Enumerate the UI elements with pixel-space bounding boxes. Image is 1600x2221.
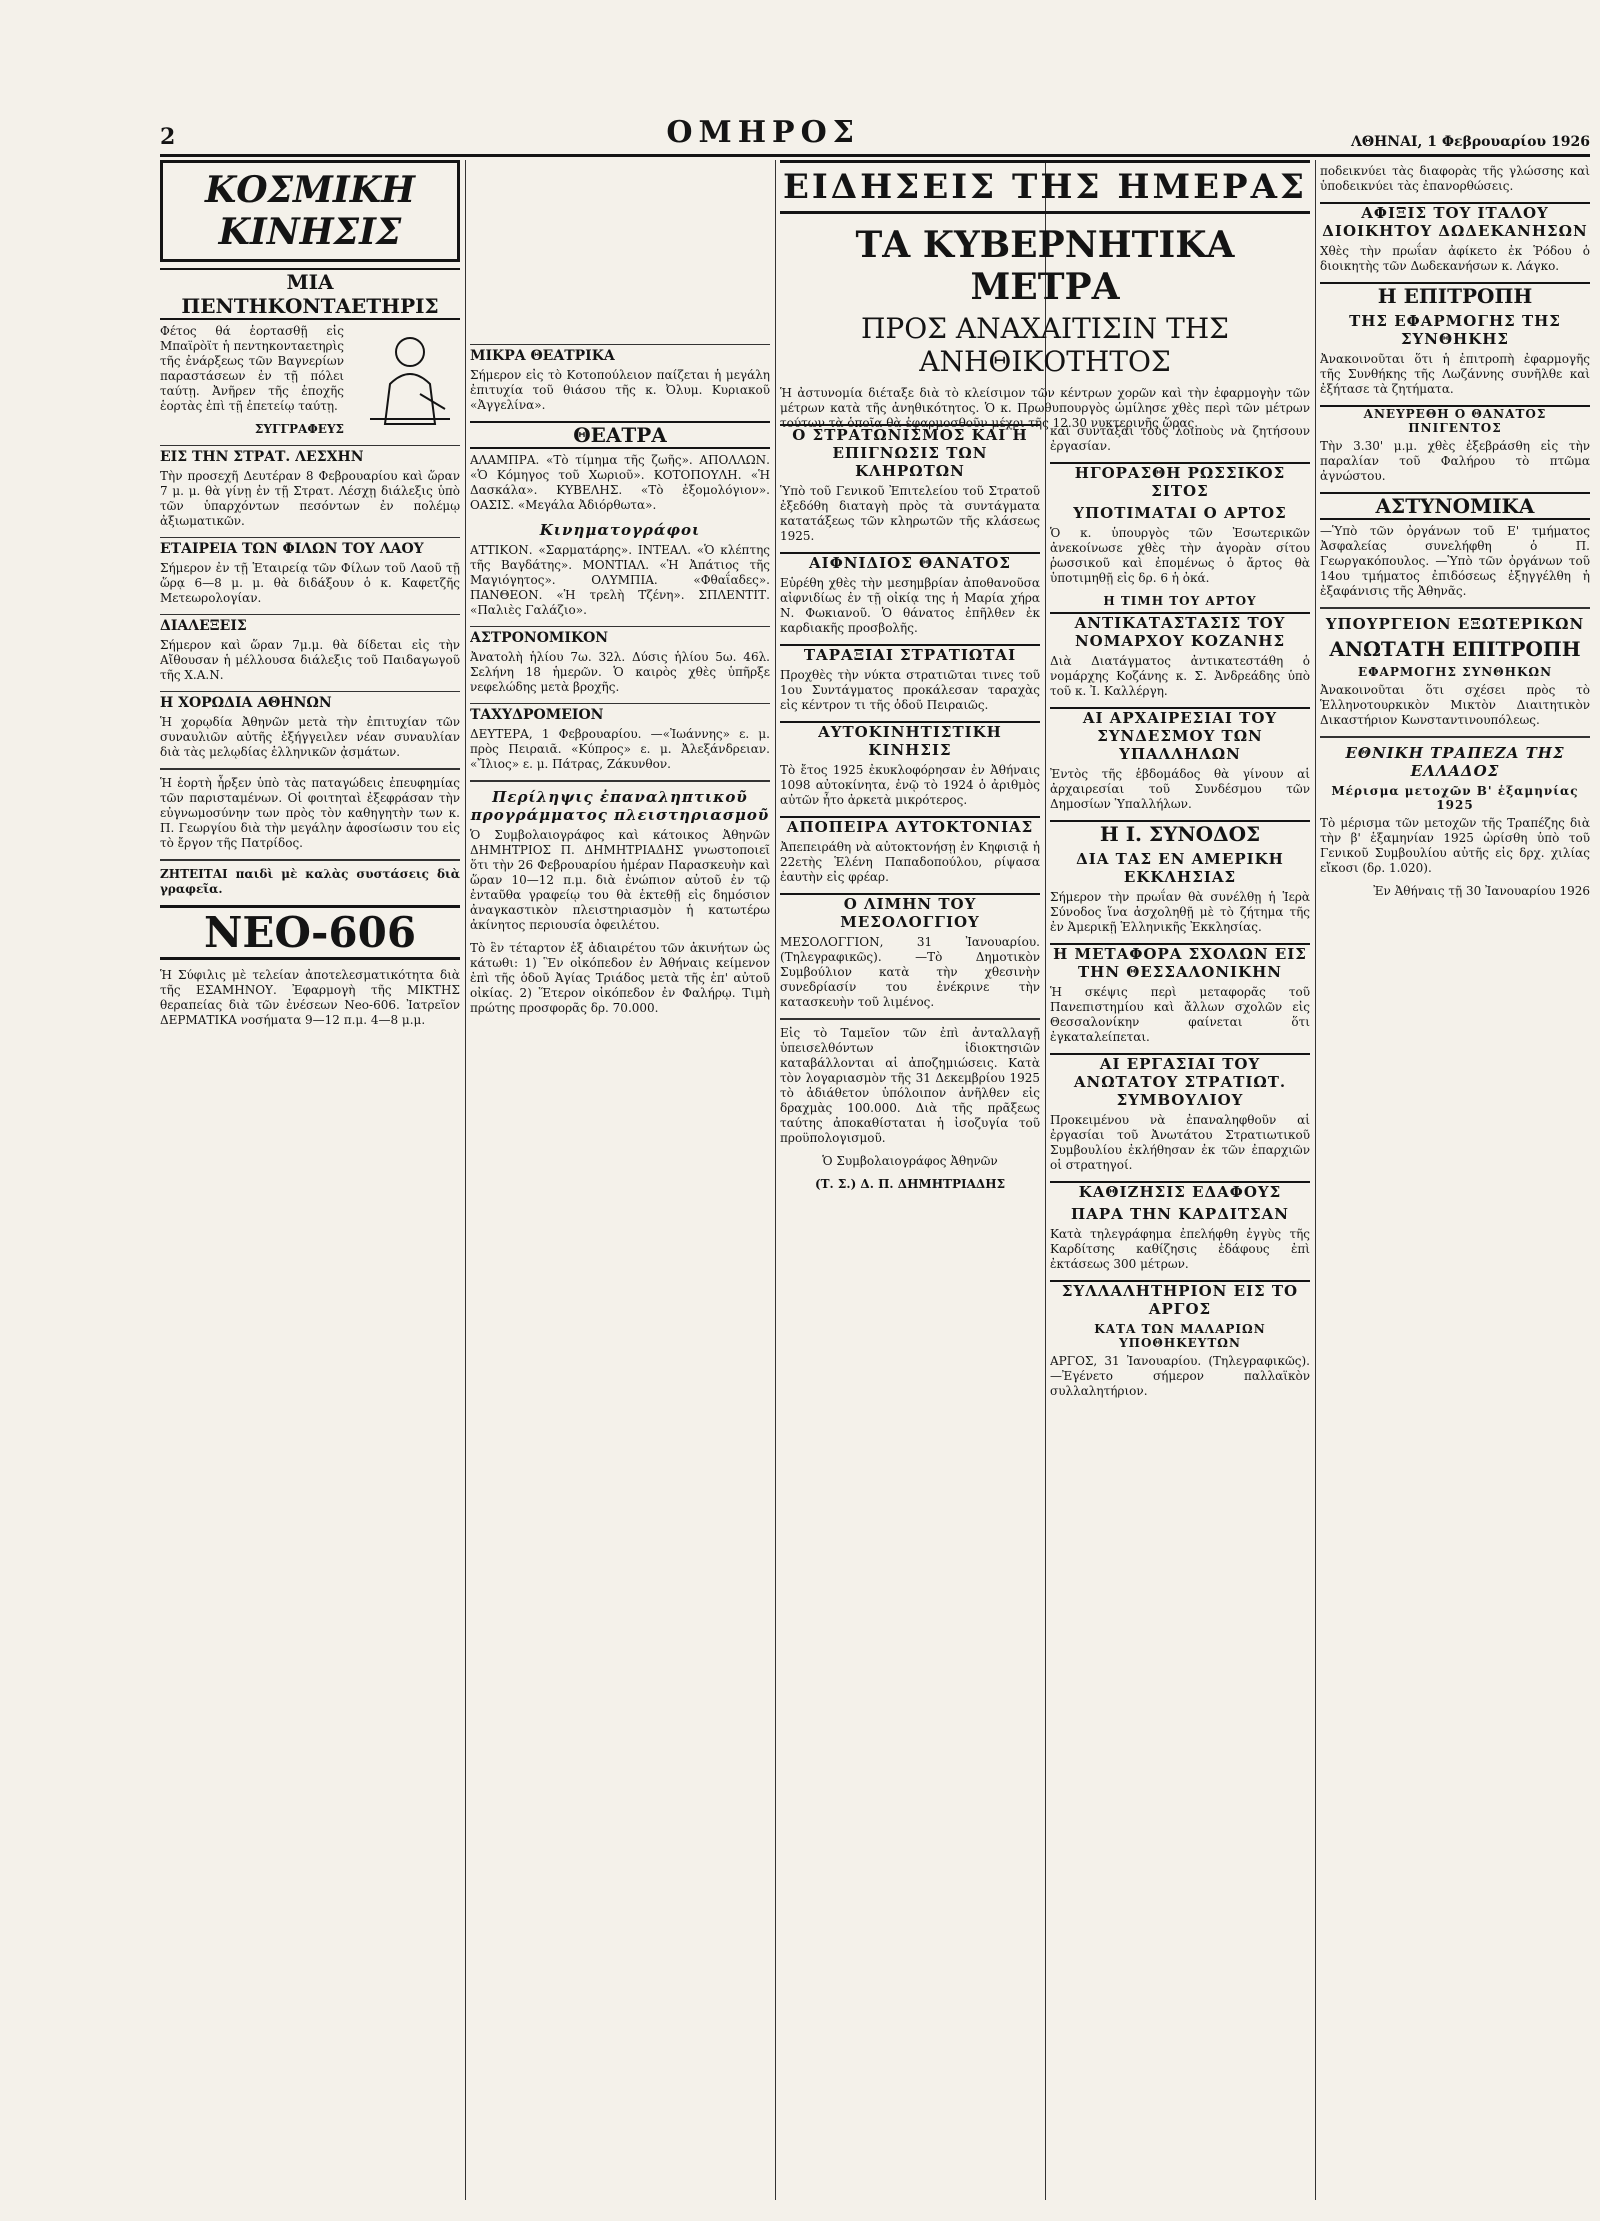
signature-name: (Τ. Σ.) Δ. Π. ΔΗΜΗΤΡΙΑΔΗΣ (814, 1177, 1006, 1191)
masthead-date: ΛΘΗΝΑΙ, 1 Φεβρουαρίου 1926 (1351, 134, 1590, 150)
article-headline: ΕΤΑΙΡΕΙΑ ΤΩΝ ΦΙΛΩΝ ΤΟΥ ΛΑΟΥ (160, 537, 460, 557)
notice-headline: ΥΠΟΥΡΓΕΙΟΝ ΕΞΩΤΕΡΙΚΩΝ (1325, 615, 1585, 633)
advertisement-title: ΝΕΟ-606 (160, 905, 460, 960)
article-subheadline: ΚΑΤΑ ΤΩΝ ΜΑΛΑΡΙΩΝ ΥΠΟΘΗΚΕΥΤΩΝ (1094, 1322, 1266, 1350)
article-headline: ΑΣΤΥΝΟΜΙΚΑ (1320, 492, 1590, 520)
notice-subheadline: ΕΦΑΡΜΟΓΗΣ ΣΥΝΘΗΚΩΝ (1357, 665, 1553, 679)
article-byline: ΣΥΓΓΡΑΦΕΥΣ (254, 422, 344, 436)
article-body: Τὴν 3.30' μ.μ. χθὲς ἐξεβράσθη εἰς τὴν παραλίαν τοῦ Φαλήρου τὸ πτῶμα ἀγνώστου. (1320, 439, 1590, 483)
article-headline: Ο ΛΙΜΗΝ ΤΟΥ ΜΕΣΟΛΟΓΓΙΟΥ (780, 893, 1040, 931)
main-headline: ΤΑ ΚΥΒΕΡΝΗΤΙΚΑ ΜΕΤΡΑ (855, 224, 1235, 308)
article-headline: ΑΙΦΝΙΔΙΟΣ ΘΑΝΑΤΟΣ (780, 552, 1040, 572)
banner-title: ΕΙΔΗΣΕΙΣ ΤΗΣ ΗΜΕΡΑΣ (780, 160, 1310, 214)
article-headline: ΑΥΤΟΚΙΝΗΤΙΣΤΙΚΗ ΚΙΝΗΣΙΣ (780, 721, 1040, 759)
article-headline: ΔΙΑΛΕΞΕΙΣ (160, 614, 460, 634)
divider (1320, 607, 1590, 609)
article-body: Ὑπὸ τοῦ Γενικοῦ Ἐπιτελείου τοῦ Στρατοῦ ἐξεδόθη διαταγὴ πρὸς τὰ συντάγματα κατατάξεως τῶν κληρωτῶν τῆς κλάσεως 1925. (780, 484, 1040, 543)
column-5 (1320, 160, 1590, 2200)
column-rule (1045, 160, 1046, 2200)
article-body: Προχθὲς τὴν νύκτα στρατιῶται τινες τοῦ 1ου Συντάγματος προκάλεσαν ταραχὰς εἰς κέντρον τι τῆς ὁδοῦ Πειραιῶς. (780, 668, 1040, 712)
article-headline: ΑΣΤΡΟΝΟΜΙΚΟΝ (470, 626, 770, 646)
article-subheadline: ΤΗΣ ΕΦΑΡΜΟΓΗΣ ΤΗΣ ΣΥΝΘΗΚΗΣ (1349, 312, 1561, 348)
divider (160, 859, 460, 861)
article-body: Διὰ Διατάγματος ἀντικατεστάθη ὁ νομάρχης Κοζάνης κ. Σ. Ἀνδρεάδης ὑπὸ τοῦ κ. Ἰ. Καλλέργη. (1050, 654, 1310, 698)
notice-signoff: Ἐν Ἀθήναις τῇ 30 Ἰανουαρίου 1926 (1373, 884, 1590, 898)
article-body: ΔΕΥΤΕΡΑ, 1 Φεβρουαρίου. —«Ἰωάννης» ε. μ. πρὸς Πειραιᾶ. «Κύπρος» ε. μ. Ἀλεξάνδρειαν. «Ἴλιος» ε. μ. Πάτρας, Ζάκυνθον. (470, 727, 770, 771)
notice-headline: ΕΘΝΙΚΗ ΤΡΑΠΕΖΑ ΤΗΣ ΕΛΛΑΔΟΣ (1345, 744, 1565, 780)
article-body: ποδεικνύει τὰς διαφορὰς τῆς γλώσσης καὶ ὑποδεικνύει τὰς ἐπανορθώσεις. (1320, 164, 1590, 193)
notice-headline: Περίληψις ἐπαναληπτικοῦ προγράμματος πλειστηριασμοῦ (470, 788, 770, 824)
article-headline: Η Ι. ΣΥΝΟΔΟΣ (1050, 820, 1310, 846)
article-headline: ΗΓΟΡΑΣΘΗ ΡΩΣΣΙΚΟΣ ΣΙΤΟΣ (1050, 462, 1310, 500)
notice-subheadline: Μέρισμα μετοχῶν Β' ἑξαμηνίας 1925 (1331, 784, 1579, 812)
article-body: —Ὑπὸ τῶν ὀργάνων τοῦ Ε' τμήματος Ἀσφαλείας συνελήφθη ὁ Π. Γεωργακόπουλος. —Ὑπὸ τῶν ὀργάνων τοῦ 14ου τμήματος ἐπιδόσεως ἐξηγγέλθη ἡ ἐξαφάνισις τῆς Ἀθηνᾶς. (1320, 524, 1590, 598)
article-subheadline: ΠΑΡΑ ΤΗΝ ΚΑΡΔΙΤΣΑΝ (1071, 1205, 1289, 1223)
column-rule (775, 160, 776, 2200)
article-body: Χθὲς τὴν πρωΐαν ἀφίκετο ἐκ Ῥόδου ὁ διοικητὴς τῶν Δωδεκανήσων κ. Λάγκο. (1320, 244, 1590, 273)
writing-figure-illustration (350, 324, 460, 434)
newspaper-title: ΟΜΗΡΟΣ (666, 115, 860, 150)
cinema-listings: ΑΤΤΙΚΟΝ. «Σαρματάρης». ΙΝΤΕΑΛ. «Ὁ κλέπτης τῆς Βαγδάτης». ΜΟΝΤΙΑΛ. «Ἡ Ἀπάτιος τῆς Μαγιόγητος». ΟΛΥΜΠΙΑ. «Φθαΐαδες». ΠΑΝΘΕΟΝ. «Ἡ τρελὴ Τζένη». ΣΠΛΕΝΤΙΤ. «Παλιὲς Γαλάζιο». (470, 543, 770, 617)
article-body: Ἐντὸς τῆς ἑβδομάδος θὰ γίνουν αἱ ἀρχαιρεσίαι τοῦ Συνδέσμου τῶν Δημοσίων Ὑπαλλήλων. (1050, 767, 1310, 811)
main-subheadline: ΠΡΟΣ ΑΝΑΧΑΙΤΙΣΙΝ ΤΗΣ ΑΝΗΘΙΚΟΤΗΤΟΣ (861, 312, 1229, 378)
notice-body: Ὁ Συμβολαιογράφος καὶ κάτοικος Ἀθηνῶν ΔΗΜΗΤΡΙΟΣ Π. ΔΗΜΗΤΡΙΑΔΗΣ γνωστοποιεῖ ὅτι τὴν 26 Φεβρουαρίου ἡμέραν Παρασκευὴν καὶ ὥραν 10—12 π.μ. διὰ ἐνώπιον αὐτοῦ ἐν τῷ ἐνταῦθα γραφείῳ του θὰ ἐκτεθῇ εἰς δημόσιον ἀναγκαστικὸν πλειστηριασμὸν ἡ κατωτέρω ἀκίνητος περιουσία ὀφειλέτου. (470, 828, 770, 932)
article-body: Ὁ κ. ὑπουργὸς τῶν Ἐσωτερικῶν ἀνεκοίνωσε χθὲς τὴν ἀγορὰν σίτου ῥωσσικοῦ καὶ ἐπομένως ὁ ἄρτος θὰ ὑποτιμηθῇ εἰς δρ. 6 ἡ ὀκά. (1050, 526, 1310, 585)
article-body: Ἡ σκέψις περὶ μεταφορᾶς τοῦ Πανεπιστημίου καὶ ἄλλων σχολῶν εἰς Θεσσαλονίκην φαίνεται ὅτι ἐγκαταλείπεται. (1050, 985, 1310, 1044)
article-body: Τὸ ἔτος 1925 ἐκυκλοφόρησαν ἐν Ἀθήναις 1098 αὐτοκίνητα, ἐνῷ τὸ 1924 ὁ ἀριθμὸς αὐτῶν ἦτο ἀρκετὰ μικρότερος. (780, 763, 1040, 807)
notice-body: Τὸ ἓν τέταρτον ἐξ ἀδιαιρέτου τῶν ἀκινήτων ὡς κάτωθι: 1) Ἓν οἰκόπεδον ἐν Ἀθήναις κείμενον ἐπὶ τῆς ὁδοῦ Ἀγίας Τριάδος μετὰ τῆς ἐπ' αὐτοῦ οἰκίας. 2) Ἕτερον οἰκόπεδον ἐν Φαλήρῳ. Τιμὴ πρώτης προσφορᾶς δρ. 70.000. (470, 941, 770, 1015)
article-subheadline: ΥΠΟΤΙΜΑΤΑΙ Ο ΑΡΤΟΣ (1073, 504, 1287, 522)
article-headline: ΑΙ ΕΡΓΑΣΙΑΙ ΤΟΥ ΑΝΩΤΑΤΟΥ ΣΤΡΑΤΙΩΤ. ΣΥΜΒΟΥΛΙΟΥ (1050, 1053, 1310, 1109)
article-body: καὶ συντάξαι τοὺς λοιποὺς νὰ ζητήσουν ἐργασίαν. (1050, 424, 1310, 453)
article-body: Εἰς τὸ Ταμεῖον τῶν ἐπὶ ἀνταλλαγῇ ὑπεισελθόντων ἰδιοκτησιῶν καταβάλλονται αἱ ἀποζημιώσεις. Κατὰ τὸν λογαριασμὸν τῆς 31 Δεκεμβρίου 1925 τὸ ἀδιάθετον ὑπόλοιπον ἀνῆλθεν εἰς δραχμὰς 100.000. Διὰ τῆς πρᾶξεως ταύτης ἀποκαθίσταται ἡ ἰσοζυγία τοῦ προϋπολογισμοῦ. (780, 1026, 1040, 1145)
article-headline: ΣΥΛΛΑΛΗΤΗΡΙΟΝ ΕΙΣ ΤΟ ΑΡΓΟΣ (1050, 1280, 1310, 1318)
article-body: Κατὰ τηλεγράφημα ἐπελήφθη ἐγγὺς τῆς Καρδίτσης καθίζησις ἐδάφους ἐπὶ ἐκτάσεως 300 μέτρων. (1050, 1227, 1310, 1271)
theatre-listings: ΑΛΑΜΠΡΑ. «Τὸ τίμημα τῆς ζωῆς». ΑΠΟΛΛΩΝ. «Ὁ Κόμηγος τοῦ Χωριοῦ». ΚΟΤΟΠΟΥΛΗ. «Ἡ Δασκάλα». ΚΥΒΕΛΗΣ. «Τὸ ἐξομολόγιον». ΟΑΣΙΣ. «Μεγάλα Ἀδιόρθωτα». (470, 453, 770, 512)
article-headline: ΤΑΡΑΞΙΑΙ ΣΤΡΑΤΙΩΤΑΙ (780, 644, 1040, 664)
main-lead: Ἡ ἀστυνομία διέταξε διὰ τὸ κλείσιμον τῶν κέντρων χορῶν καὶ τὴν ἐφαρμογὴν τῶν μέτρων κατὰ τῆς ἀνηθικότητος. Ὁ κ. Πρωθυπουργὸς ὡμίλησε χθὲς περὶ τῶν μέτρων τούτων τὰ ὁποῖα θὰ ἐφαρμοσθοῦν μέχρι τῆς 12.30 νυκτερινῆς ὥρας. (780, 386, 1310, 430)
article-headline: ΚΑΘΙΖΗΣΙΣ ΕΔΑΦΟΥΣ (1050, 1181, 1310, 1201)
news-banner (780, 160, 1310, 439)
article-headline: Η ΧΟΡΩΔΙΑ ΑΘΗΝΩΝ (160, 691, 460, 711)
column-rule (1315, 160, 1316, 2200)
article-headline: Η ΕΠΙΤΡΟΠΗ (1320, 282, 1590, 308)
article-body: Ἀνακοινοῦται ὅτι ἡ ἐπιτροπὴ ἐφαρμογῆς τῆς Συνθήκης τῆς Λωζάννης συνῆλθε καὶ ἐξήτασε τὰ ζητήματα. (1320, 352, 1590, 396)
column-2 (470, 340, 770, 2200)
article-body: Ἀνατολὴ ἡλίου 7ω. 32λ. Δύσις ἡλίου 5ω. 46λ. Σελήνη 18 ἡμερῶν. Ὁ καιρὸς χθὲς ὑπῆρξε νεφελώδης μετὰ βροχῆς. (470, 650, 770, 694)
column-1 (160, 160, 460, 2200)
article-subheadline: ΔΙΑ ΤΑΣ ΕΝ ΑΜΕΡΙΚΗ ΕΚΚΛΗΣΙΑΣ (1076, 850, 1284, 886)
signature-line: Ὁ Συμβολαιογράφος Ἀθηνῶν (822, 1154, 998, 1168)
masthead (160, 115, 1590, 157)
divider (780, 1018, 1040, 1020)
article-headline: ΑΠΟΠΕΙΡΑ ΑΥΤΟΚΤΟΝΙΑΣ (780, 816, 1040, 836)
notice-body: Τὸ μέρισμα τῶν μετοχῶν τῆς Τραπέζης διὰ τὴν β' ἑξαμηνίαν 1925 ὡρίσθη ὑπὸ τοῦ Γενικοῦ Συμβουλίου αὐτῆς εἰς δρχ. χιλίας εἴκοσι (δρ. 1.020). (1320, 816, 1590, 875)
column-rule (465, 160, 466, 2200)
article-headline: ΑΝΕΥΡΕΘΗ Ο ΘΑΝΑΤΟΣ ΠΝΙΓΕΝΤΟΣ (1320, 405, 1590, 435)
article-headline: ΑΙ ΑΡΧΑΙΡΕΣΙΑΙ ΤΟΥ ΣΥΝΔΕΣΜΟΥ ΤΩΝ ΥΠΑΛΛΗΛΩΝ (1050, 707, 1310, 763)
section-heading: Κινηματογράφοι (539, 521, 701, 539)
article-headline: ΜΙΚΡΑ ΘΕΑΤΡΙΚΑ (470, 344, 770, 364)
article-body: Εὑρέθη χθὲς τὴν μεσημβρίαν ἀποθανοῦσα αἰφνιδίως ἐν τῇ οἰκίᾳ της ἡ Μαρία χήρα Ν. Φωκιανοῦ. Ὁ θάνατος ἐπῆλθεν ἐκ καρδιακῆς προσβολῆς. (780, 576, 1040, 635)
article-body: Σήμερον καὶ ὥραν 7μ.μ. θὰ δίδεται εἰς τὴν Αἴθουσαν ἡ μέλλουσα διάλεξις τοῦ Παιδαγωγοῦ τῆς Χ.Α.Ν. (160, 638, 460, 682)
article-headline: ΑΝΤΙΚΑΤΑΣΤΑΣΙΣ ΤΟΥ ΝΟΜΑΡΧΟΥ ΚΟΖΑΝΗΣ (1050, 612, 1310, 650)
notice-subheadline: ΑΝΩΤΑΤΗ ΕΠΙΤΡΟΠΗ (1329, 637, 1581, 661)
section-heading: ΘΕΑΤΡΑ (470, 421, 770, 449)
advertisement-body: Ἡ Σύφιλις μὲ τελείαν ἀποτελεσματικότητα διὰ τῆς ΕΣΑΜΗΝΟΥ. Ἐφαρμογὴ τῆς ΜΙΚΤΗΣ θεραπείας διὰ τῶν ἐνέσεων Neo-606. Ἰατρεῖον ΔΕΡΜΑΤΙΚΑ νοσήματα 9—12 π.μ. 4—8 μ.μ. (160, 968, 460, 1027)
divider (160, 768, 460, 770)
article-headline: Η ΜΕΤΑΦΟΡΑ ΣΧΟΛΩΝ ΕΙΣ ΤΗΝ ΘΕΣΣΑΛΟΝΙΚΗΝ (1050, 943, 1310, 981)
article-body: Τὴν προσεχῆ Δευτέραν 8 Φεβρουαρίου καὶ ὥραν 7 μ. μ. θὰ γίνῃ ἐν τῇ Στρατ. Λέσχῃ διάλεξις ὑπὸ τῶν ὑπαρχόντων πεσόντων ἐν πολέμῳ ἀξιωματικῶν. (160, 469, 460, 528)
article-body: Ἀπεπειράθη νὰ αὐτοκτονήσῃ ἐν Κηφισιᾷ ἡ 22ετὴς Ἑλένη Παπαδοπούλου, ρίψασα ἑαυτὴν εἰς φρέαρ. (780, 840, 1040, 884)
article-body: ΜΕΣΟΛΟΓΓΙΟΝ, 31 Ἰανουαρίου. (Τηλεγραφικῶς). —Τὸ Δημοτικὸν Συμβούλιον κατὰ τὴν χθεσινὴν συνεδρίασίν του ἐνέκρινε τὴν κατασκευὴν τοῦ λιμένος. (780, 935, 1040, 1009)
section-title: ΚΟΣΜΙΚΗ ΚΙΝΗΣΙΣ (160, 160, 460, 262)
article-body: Σήμερον ἐν τῇ Ἑταιρείᾳ τῶν Φίλων τοῦ Λαοῦ τῇ ὥρᾳ 6—8 μ. μ. θὰ διδάξουν ὁ κ. Καφετζῆς Μετεωρολογίαν. (160, 561, 460, 605)
divider (470, 780, 770, 782)
article-headline: ΤΑΧΥΔΡΟΜΕΙΟΝ (470, 703, 770, 723)
article-headline: ΑΦΙΞΙΣ ΤΟΥ ΙΤΑΛΟΥ ΔΙΟΙΚΗΤΟΥ ΔΩΔΕΚΑΝΗΣΩΝ (1320, 202, 1590, 240)
article-body: ΑΡΓΟΣ, 31 Ἰανουαρίου. (Τηλεγραφικῶς). —Ἐγένετο σήμερον παλλαϊκὸν συλλαλητήριον. (1050, 1354, 1310, 1398)
article-body: Ἡ χορῳδία Ἀθηνῶν μετὰ τὴν ἐπιτυχίαν τῶν συναυλιῶν αὐτῆς ἐξήγγειλεν νέαν συναυλίαν διὰ τὰς μελῳδίας ἑλληνικῶν ᾀσμάτων. (160, 715, 460, 759)
column-3 (780, 420, 1040, 2200)
article-headline: Ο ΣΤΡΑΤΩΝΙΣΜΟΣ ΚΑΙ Η ΕΠΙΓΝΩΣΙΣ ΤΩΝ ΚΛΗΡΩΤΩΝ (780, 424, 1040, 480)
article-body: Προκειμένου νὰ ἐπαναληφθοῦν αἱ ἐργασίαι τοῦ Ἀνωτάτου Στρατιωτικοῦ Συμβουλίου ἐκλήθησαν ἐκ τῶν ἐπαρχιῶν οἱ στρατηγοί. (1050, 1113, 1310, 1172)
page-number: 2 (160, 124, 176, 150)
article-body: Σήμερον τὴν πρωΐαν θὰ συνέλθῃ ἡ Ἱερὰ Σύνοδος ἵνα ἀσχοληθῇ μὲ τὸ ζήτημα τῆς ἐν Ἀμερικῇ Ἑλληνικῆς Ἐκκλησίας. (1050, 890, 1310, 934)
article-body: Ἡ ἑορτὴ ἦρξεν ὑπὸ τὰς παταγώδεις ἐπευφημίας τῶν παρισταμένων. Οἱ φοιτηταὶ ἐξεφράσαν τὴν εὐγνωμοσύνην των πρὸς τὸν καθηγητὴν των κ. Π. Γεωργίου διὰ τὴν μεγάλην ἀφοσίωσιν του εἰς τὸ ἔργον τῆς Πατρίδος. (160, 776, 460, 850)
article-subheadline: Η ΤΙΜΗ ΤΟΥ ΑΡΤΟΥ (1103, 594, 1257, 608)
article-headline: ΕΙΣ ΤΗΝ ΣΤΡΑΤ. ΛΕΣΧΗΝ (160, 445, 460, 465)
notice-body: Ἀνακοινοῦται ὅτι σχέσει πρὸς τὸ Ἑλληνοτουρκικὸν Μικτὸν Διαιτητικὸν Δικαστήριον Κωνσταντινουπόλεως. (1320, 683, 1590, 727)
classified-ad: ΖΗΤΕΙΤΑΙ παιδὶ μὲ καλὰς συστάσεις διὰ γραφεῖα. (160, 867, 460, 896)
article-body: Φέτος θά ἑορτασθῇ εἰς Μπαϊρὸϊτ ἡ πεντηκονταετηρὶς τῆς ἐνάρξεως τῶν Βαγνερίων παραστάσεων ἐν τῇ πόλει ταύτῃ. Ἀνῆρεν τῆς ἑποχῆς ἑορτὰς ἐπὶ τῇ ἐπετείῳ ταύτῃ. (160, 324, 344, 413)
article-body: Σήμερον εἰς τὸ Κοτοπούλειον παίζεται ἡ μεγάλη ἐπιτυχία τοῦ θιάσου τῆς κ. Ὀλυμ. Κυριακοῦ «Ἀγγελίνα». (470, 368, 770, 412)
article-headline: ΜΙΑ ΠΕΝΤΗΚΟΝΤΑΕΤΗΡΙΣ (160, 268, 460, 320)
column-4 (1050, 420, 1310, 2200)
divider (1320, 736, 1590, 738)
